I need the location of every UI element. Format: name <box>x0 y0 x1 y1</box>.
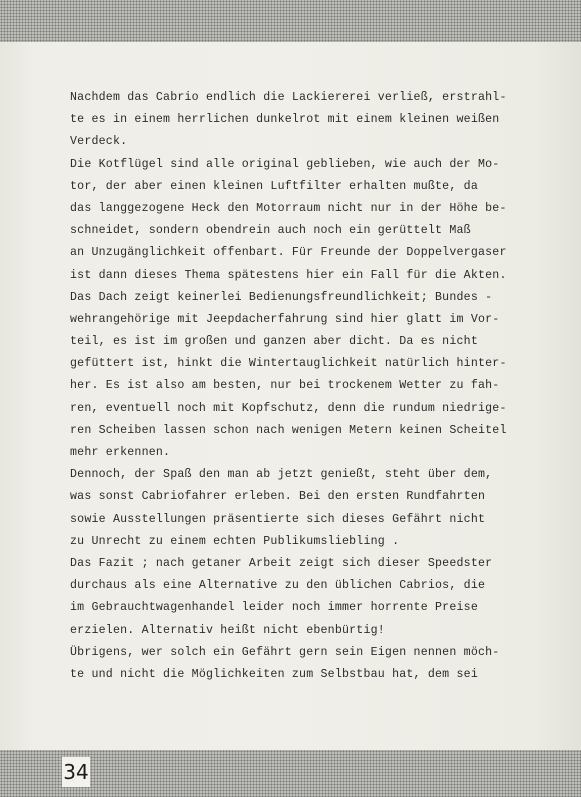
text-line: ren Scheiben lassen schon nach wenigen Metern keinen Scheitel <box>70 423 507 437</box>
text-line: te und nicht die Möglichkeiten zum Selbstbau hat, dem sei <box>70 667 478 681</box>
halftone-header-band <box>0 0 581 42</box>
text-line: durchaus als eine Alternative zu den üblichen Cabrios, die <box>70 579 486 593</box>
text-line: mehr erkennen. <box>70 446 171 459</box>
text-line: ren, eventuell noch mit Kopfschutz, denn die rundum niedrige- <box>70 401 507 415</box>
text-line: teil, es ist im großen und ganzen aber dicht. Da es nicht <box>70 335 478 349</box>
text-line: zu Unrecht zu einem echten Publikumsliebling . <box>70 534 400 548</box>
text-line: an Unzugänglichkeit offenbart. Für Freunde der Doppelvergaser <box>70 246 507 260</box>
text-line: ist dann dieses Thema spätestens hier ein Fall für die Akten. <box>70 268 507 282</box>
body-text <box>70 87 540 686</box>
text-line: Verdeck. <box>70 135 128 149</box>
text-line: her. Es ist also am besten, nur bei trockenem Wetter zu fah- <box>70 379 500 393</box>
text-line: das langgezogene Heck den Motorraum nicht nur in der Höhe be- <box>70 201 507 215</box>
text-line: was sonst Cabriofahrer erleben. Bei den ersten Rundfahrten <box>70 490 486 504</box>
text-line: Übrigens, wer solch ein Gefährt gern sein Eigen nennen möch- <box>70 645 500 659</box>
text-line: erzielen. Alternativ heißt nicht ebenbürtig! <box>70 623 385 637</box>
text-line: Das Dach zeigt keinerlei Bedienungsfreundlichkeit; Bundes - <box>70 290 493 304</box>
text-line: im Gebrauchtwagenhandel leider noch immer horrente Preise <box>70 601 478 615</box>
text-line: schneidet, sondern obendrein auch noch ein gerüttelt Maß <box>70 224 471 238</box>
text-line: wehrangehörige mit Jeepdacherfahrung sind hier glatt im Vor- <box>70 312 500 326</box>
text-line: Das Fazit ; nach getaner Arbeit zeigt sich dieser Speedster <box>70 556 493 570</box>
text-line: sowie Ausstellungen präsentierte sich dieses Gefährt nicht <box>70 512 486 526</box>
text-line: tor, der aber einen kleinen Luftfilter erhalten mußte, da <box>70 179 478 193</box>
text-line: Die Kotflügel sind alle original geblieben, wie auch der Mo- <box>70 157 500 171</box>
text-line: Nachdem das Cabrio endlich die Lackiererei verließ, erstrahl- <box>70 91 507 104</box>
text-line: te es in einem herrlichen dunkelrot mit einem kleinen weißen <box>70 113 500 127</box>
page-number: 34 <box>62 757 90 787</box>
text-line: Dennoch, der Spaß den man ab jetzt genießt, steht über dem, <box>70 468 493 482</box>
text-line: gefüttert ist, hinkt die Wintertauglichkeit natürlich hinter- <box>70 357 507 371</box>
